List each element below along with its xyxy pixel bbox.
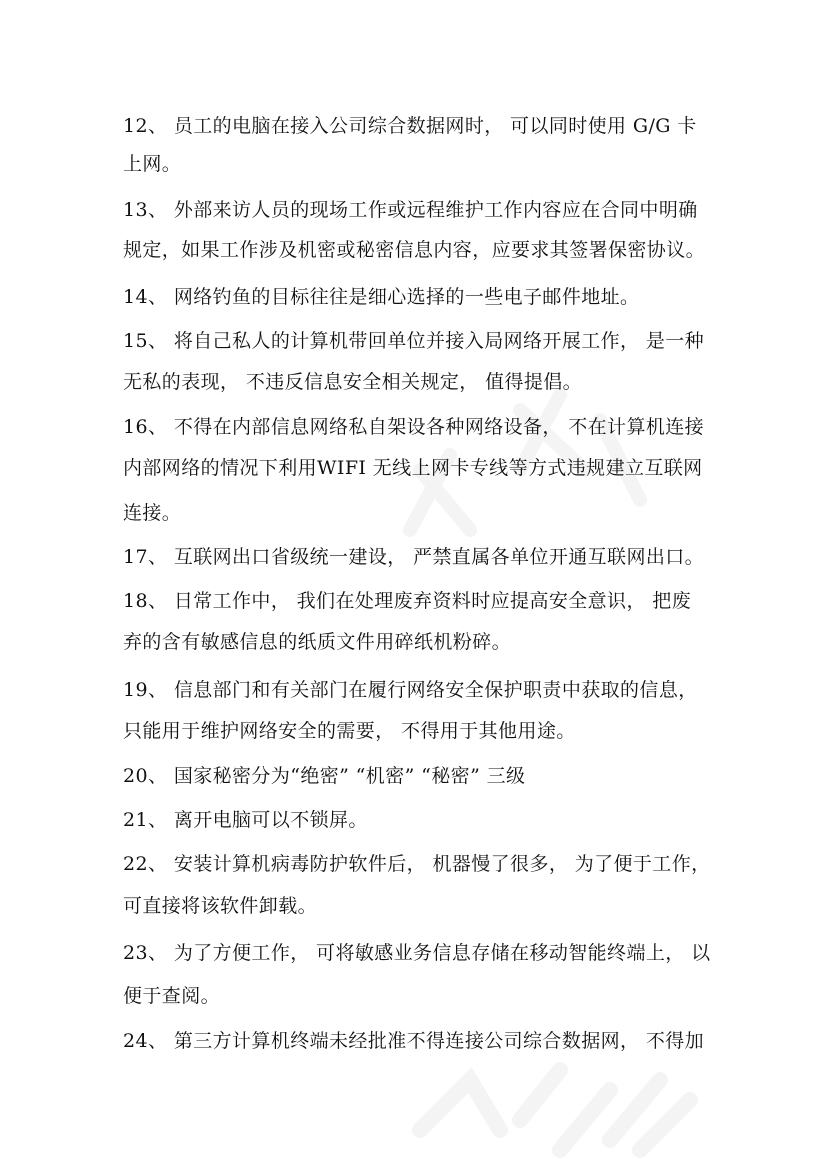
- text-line: 21、 离开电脑可以不锁屏。: [123, 809, 368, 831]
- text-line: 13、 外部来访人员的现场工作或远程维护工作内容应在合同中明确: [123, 199, 698, 221]
- text-line: 22、 安装计算机病毒防护软件后， 机器慢了很多， 为了便于工作，: [123, 853, 711, 875]
- text-line: 15、 将自己私人的计算机带回单位并接入局网络开展工作， 是一种: [123, 330, 705, 352]
- text-line: 19、 信息部门和有关部门在履行网络安全保护职责中获取的信息，: [123, 679, 698, 701]
- text-line: 无私的表现， 不违反信息安全相关规定， 值得提倡。: [123, 371, 583, 393]
- text-line: 上网。: [123, 153, 182, 175]
- text-line: 20、 国家秘密分为“绝密” “机密” “秘密” 三级: [123, 765, 526, 787]
- text-line: 17、 互联网出口省级统一建设， 严禁直属各单位开通互联网出口。: [123, 546, 705, 568]
- text-line: 18、 日常工作中， 我们在处理废弃资料时应提高安全意识， 把废: [123, 590, 692, 612]
- text-line: 只能用于维护网络安全的需要， 不得用于其他用途。: [123, 720, 576, 742]
- text-line: 12、 员工的电脑在接入公司综合数据网时， 可以同时使用 G/G 卡: [123, 115, 697, 137]
- text-line: 规定，如果工作涉及机密或秘密信息内容，应要求其签署保密协议。: [123, 239, 706, 261]
- text-line: 弃的含有敏感信息的纸质文件用碎纸机粉碎。: [123, 631, 512, 653]
- watermark-mark-bottom: [420, 1070, 690, 1150]
- text-line: 连接。: [123, 502, 182, 524]
- text-line: 14、 网络钓鱼的目标往往是细心选择的一些电子邮件地址。: [123, 286, 640, 308]
- text-line: 23、 为了方便工作， 可将敏感业务信息存储在移动智能终端上， 以: [123, 942, 711, 964]
- text-line: 可直接将该软件卸载。: [123, 895, 318, 917]
- text-line: 便于查阅。: [123, 985, 221, 1007]
- text-line: 24、 第三方计算机终端未经批准不得连接公司综合数据网， 不得加: [123, 1030, 705, 1052]
- text-line: 内部网络的情况下利用WIFI 无线上网卡专线等方式违规建立互联网: [123, 457, 703, 479]
- text-line: 16、 不得在内部信息网络私自架设各种网络设备， 不在计算机连接: [123, 416, 705, 438]
